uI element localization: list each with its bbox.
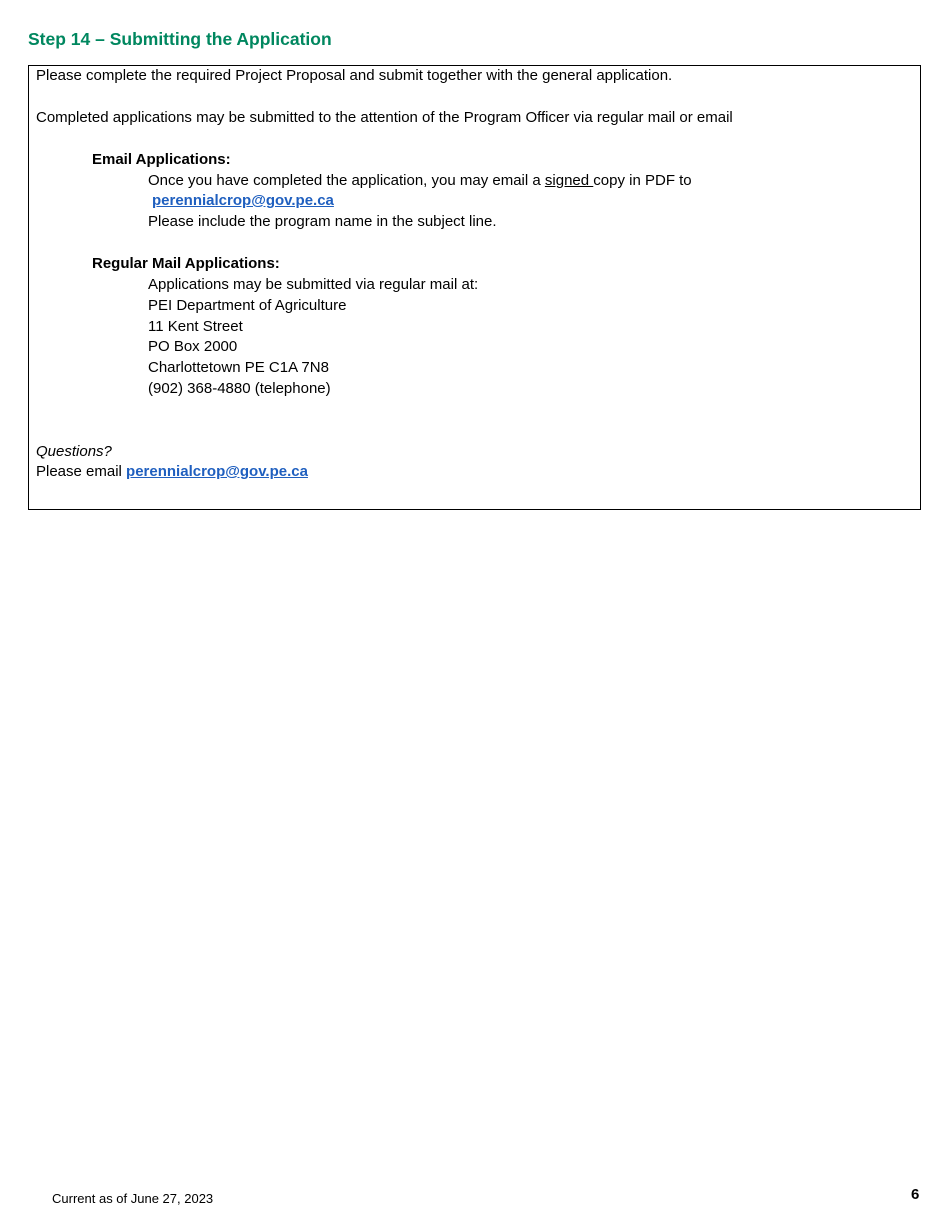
address-line: PEI Department of Agriculture [148,297,347,314]
address-line: Charlottetown PE C1A 7N8 [148,359,329,376]
page-number: 6 [911,1186,920,1203]
questions-label: Questions? [36,443,112,460]
email-instructions-text: Once you have completed the application, you may email a [148,172,545,189]
telephone-line: (902) 368-4880 (telephone) [148,380,331,397]
questions-prefix: Please email [36,463,127,480]
email-applications-title: Email Applications: [92,151,231,168]
intro-line-2: Completed applications may be submitted to the attention of the Program Officer via regular mail or email [36,109,733,126]
email-instructions-text-end: copy in PDF to [593,172,692,189]
email-link[interactable]: perennialcrop@gov.pe.ca [152,192,334,209]
footer-date: Current as of June 27, 2023 [52,1191,214,1206]
address-line: PO Box 2000 [148,338,238,355]
email-instructions [148,172,692,190]
address-line: 11 Kent Street [148,318,243,335]
section-heading: Step 14 – Submitting the Application [28,29,332,49]
questions-contact [36,463,308,481]
questions-email-link[interactable]: perennialcrop@gov.pe.ca [126,463,308,480]
regular-mail-title: Regular Mail Applications: [92,255,280,272]
signed-word: signed [544,172,594,189]
regular-mail-intro: Applications may be submitted via regular mail at: [148,276,479,293]
submission-info-box [28,65,921,510]
email-link-row [152,192,334,210]
subject-line-note: Please include the program name in the subject line. [148,213,497,230]
intro-line-1: Please complete the required Project Proposal and submit together with the general application. [36,67,673,84]
